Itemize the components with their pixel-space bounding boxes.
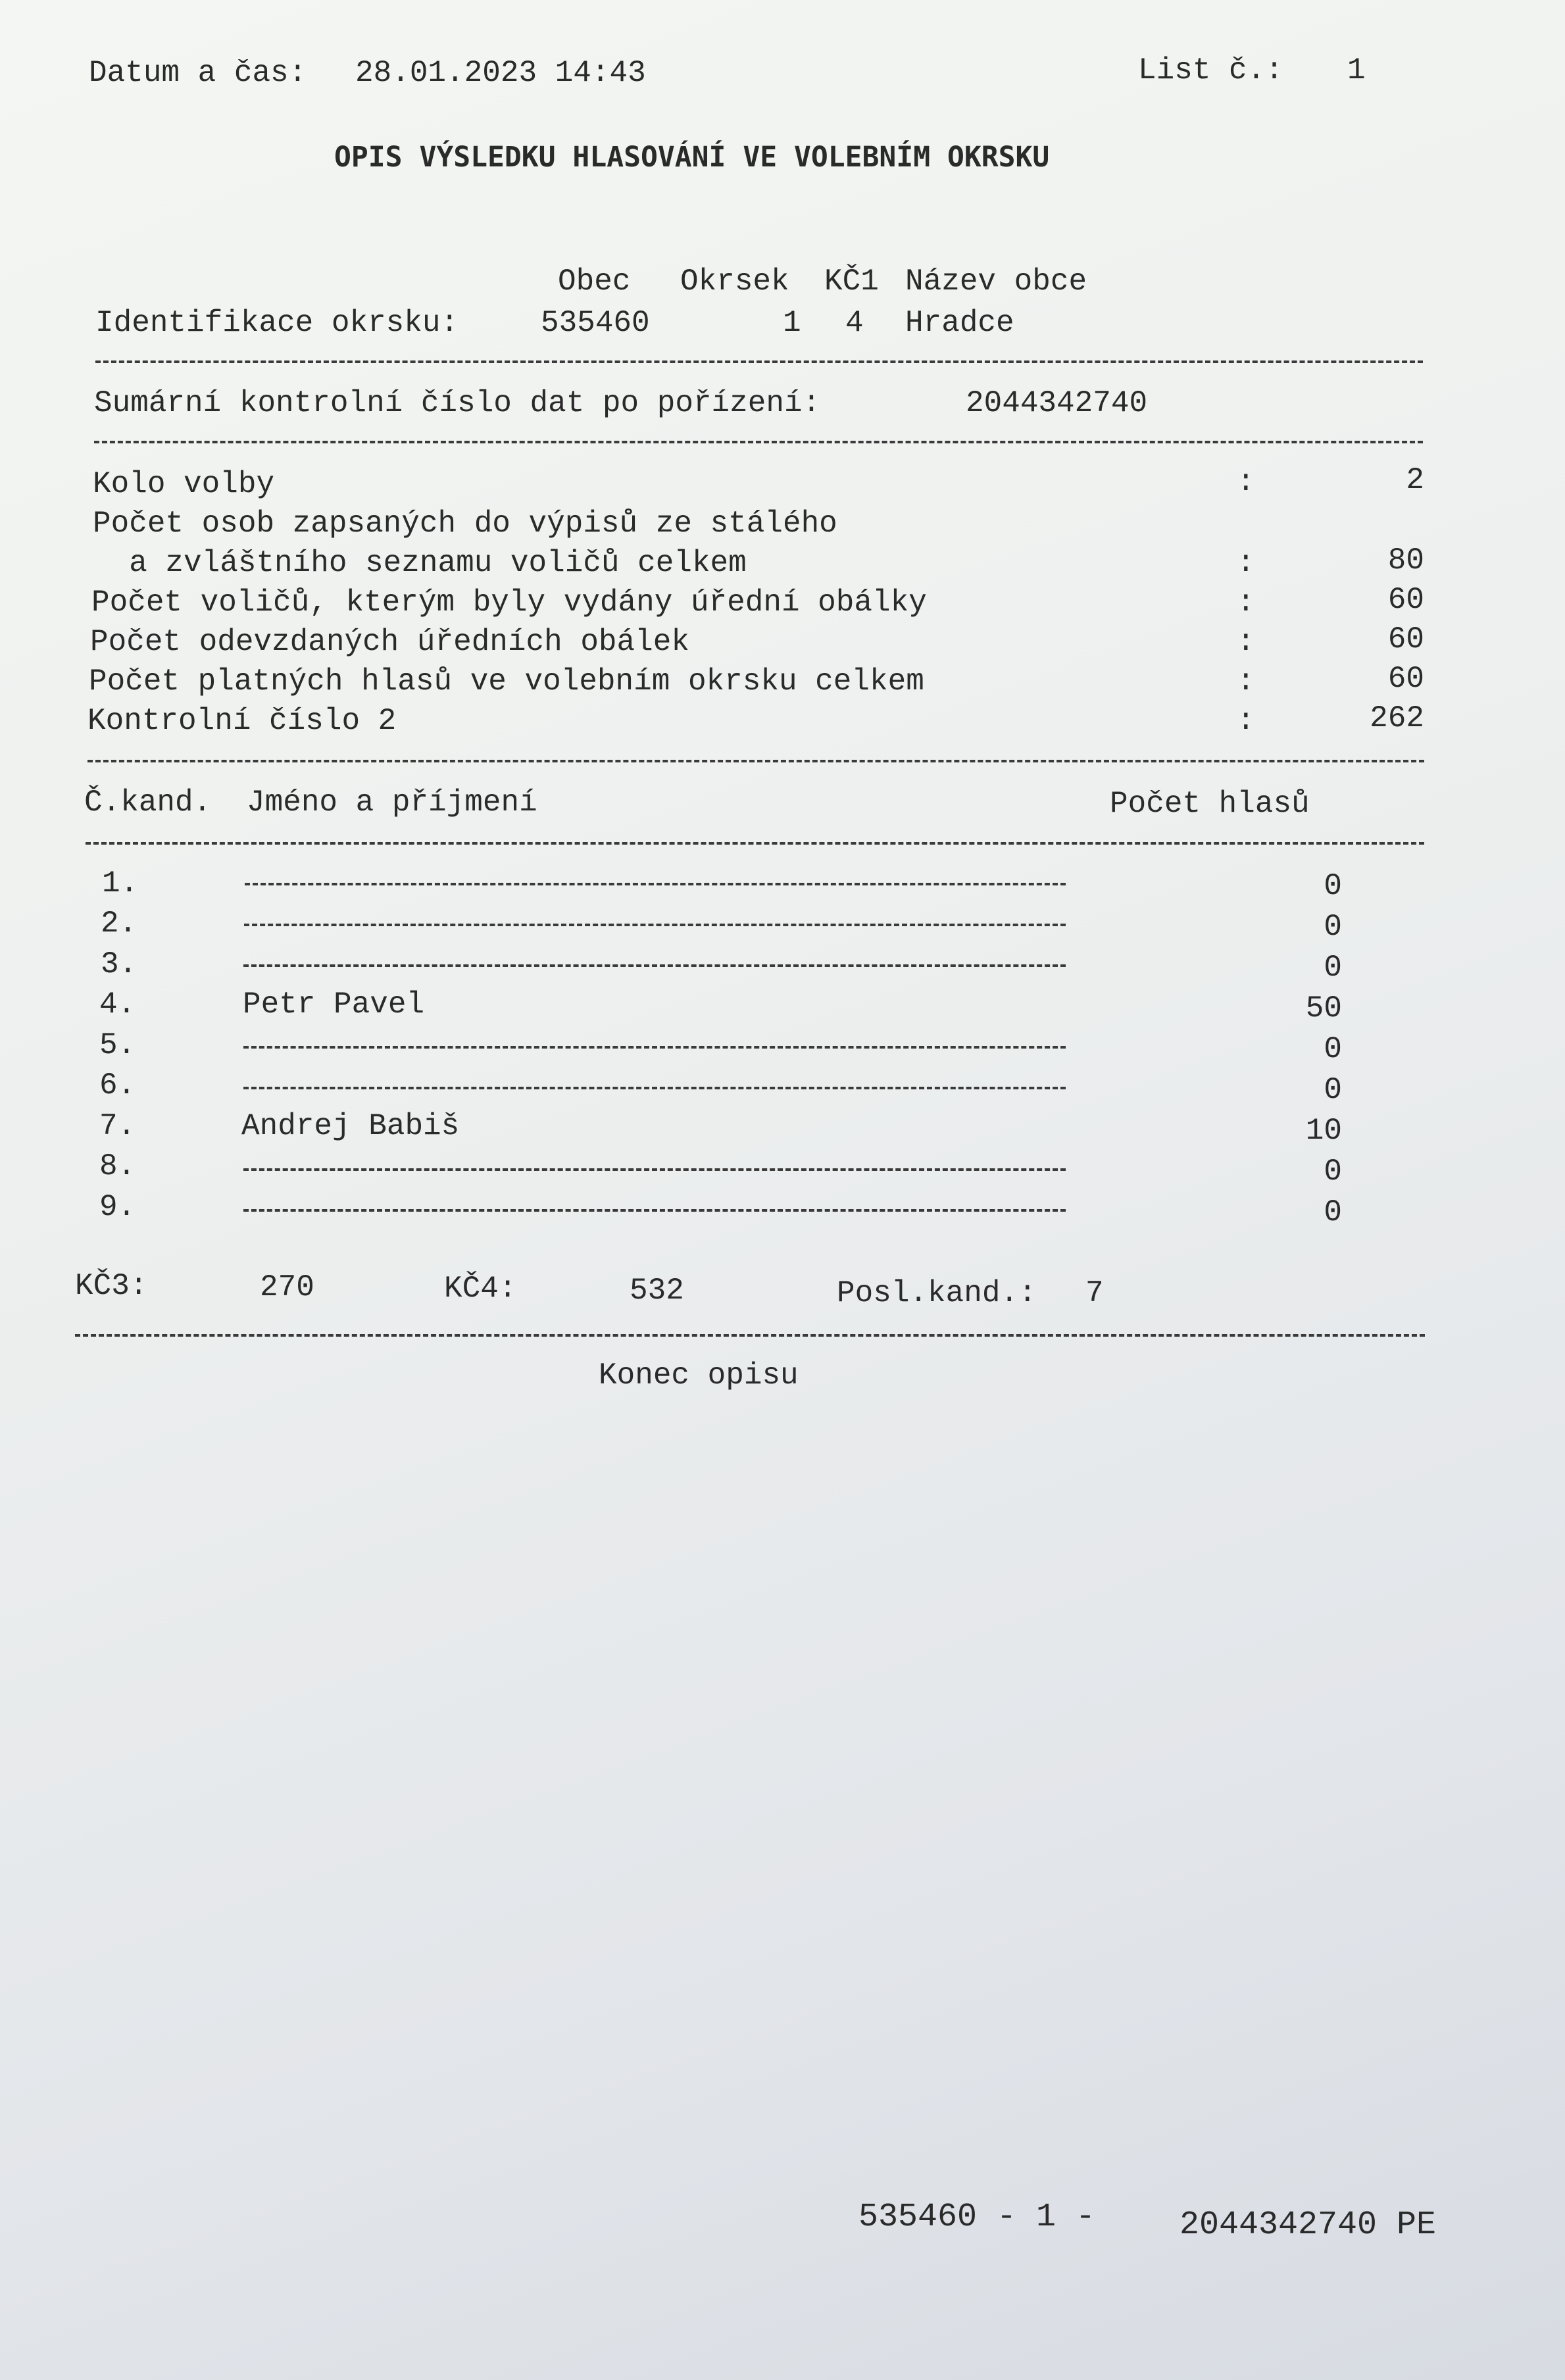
candidate-votes: 0 bbox=[1324, 869, 1342, 903]
candidate-number: 8. bbox=[99, 1149, 136, 1183]
stat-value: 2 bbox=[1406, 463, 1424, 497]
kc4-label: KČ4: bbox=[444, 1272, 517, 1306]
candidates-header-number: Č.kand. bbox=[84, 785, 212, 820]
candidates-header-votes: Počet hlasů bbox=[1110, 787, 1310, 821]
stat-colon: : bbox=[1237, 664, 1255, 699]
candidate-name: Andrej Babiš bbox=[241, 1109, 460, 1143]
candidate-empty-line bbox=[244, 924, 1066, 926]
candidates-header-name: Jméno a příjmení bbox=[247, 785, 537, 820]
separator bbox=[95, 360, 1423, 363]
candidate-empty-line bbox=[243, 964, 1066, 967]
datetime-label: Datum a čas: bbox=[89, 56, 307, 90]
stat-colon: : bbox=[1237, 546, 1255, 580]
candidate-votes: 10 bbox=[1305, 1114, 1342, 1148]
identification-label: Identifikace okrsku: bbox=[95, 306, 459, 340]
candidate-name: Petr Pavel bbox=[243, 987, 425, 1022]
separator bbox=[86, 842, 1424, 845]
stat-value: 60 bbox=[1387, 622, 1424, 657]
stat-label: Kontrolní číslo 2 bbox=[87, 704, 397, 738]
identification-kc1: 4 bbox=[845, 306, 864, 340]
stat-label: Počet platných hlasů ve volebním okrsku celkem bbox=[89, 664, 924, 699]
col-okrsek: Okrsek bbox=[680, 264, 789, 299]
candidate-number: 2. bbox=[101, 906, 137, 941]
candidate-number: 7. bbox=[99, 1109, 136, 1143]
candidate-empty-line bbox=[243, 1046, 1066, 1049]
candidate-votes: 0 bbox=[1324, 1073, 1342, 1107]
stat-label: Počet osob zapsaných do výpisů ze stálého bbox=[93, 507, 837, 541]
candidate-votes: 50 bbox=[1305, 991, 1342, 1026]
kc3-label: KČ3: bbox=[75, 1269, 148, 1303]
stat-label: Počet voličů, kterým byly vydány úřední obálky bbox=[91, 585, 927, 620]
document-title: OPIS VÝSLEDKU HLASOVÁNÍ VE VOLEBNÍM OKRSKU bbox=[334, 141, 1050, 174]
candidate-number: 4. bbox=[99, 987, 136, 1022]
col-obec: Obec bbox=[558, 264, 631, 299]
last-candidate-label: Posl.kand.: bbox=[837, 1276, 1037, 1310]
candidate-empty-line bbox=[243, 1168, 1066, 1171]
end-of-document-text: Konec opisu bbox=[599, 1358, 799, 1393]
stat-label-continuation: a zvláštního seznamu voličů celkem bbox=[93, 546, 747, 580]
candidate-empty-line bbox=[243, 1209, 1066, 1212]
candidate-votes: 0 bbox=[1324, 910, 1342, 944]
identification-obec: 535460 bbox=[541, 306, 650, 340]
bottom-code-prefix: 535460 - 1 - bbox=[858, 2198, 1096, 2236]
candidate-votes: 0 bbox=[1324, 1195, 1342, 1229]
candidate-number: 5. bbox=[99, 1028, 136, 1062]
stat-colon: : bbox=[1237, 704, 1255, 738]
summary-checksum-label: Sumární kontrolní číslo dat po pořízení: bbox=[94, 386, 821, 420]
stat-label: Kolo volby bbox=[93, 467, 275, 501]
candidate-votes: 0 bbox=[1324, 1154, 1342, 1189]
sheet-label: List č.: bbox=[1138, 53, 1283, 87]
stat-value: 80 bbox=[1387, 543, 1424, 578]
stat-label: Počet odevzdaných úředních obálek bbox=[90, 625, 689, 659]
candidate-number: 1. bbox=[102, 866, 139, 901]
separator bbox=[87, 760, 1424, 762]
kc3-value: 270 bbox=[260, 1270, 314, 1304]
col-kc1: KČ1 bbox=[824, 264, 879, 299]
stat-value: 262 bbox=[1370, 701, 1424, 735]
stat-colon: : bbox=[1237, 625, 1255, 659]
datetime-value: 28.01.2023 14:43 bbox=[355, 56, 646, 90]
identification-okrsek: 1 bbox=[783, 306, 801, 340]
col-nazev: Název obce bbox=[905, 264, 1087, 299]
candidate-empty-line bbox=[243, 1087, 1066, 1089]
identification-nazev: Hradce bbox=[905, 306, 1014, 340]
summary-checksum-value: 2044342740 bbox=[966, 386, 1148, 420]
stat-value: 60 bbox=[1387, 583, 1424, 617]
candidate-number: 9. bbox=[99, 1190, 136, 1224]
last-candidate-value: 7 bbox=[1085, 1276, 1104, 1310]
stat-value: 60 bbox=[1387, 662, 1424, 696]
sheet-value: 1 bbox=[1347, 53, 1366, 87]
separator bbox=[75, 1334, 1425, 1337]
stat-colon: : bbox=[1237, 465, 1255, 499]
kc4-value: 532 bbox=[630, 1274, 684, 1308]
candidate-votes: 0 bbox=[1324, 1032, 1342, 1066]
separator bbox=[94, 441, 1423, 443]
candidate-votes: 0 bbox=[1324, 951, 1342, 985]
candidate-empty-line bbox=[245, 883, 1066, 885]
candidate-number: 3. bbox=[101, 947, 137, 981]
candidate-number: 6. bbox=[99, 1068, 136, 1103]
stat-colon: : bbox=[1237, 585, 1255, 620]
bottom-code-suffix: 2044342740 PE bbox=[1180, 2206, 1437, 2244]
